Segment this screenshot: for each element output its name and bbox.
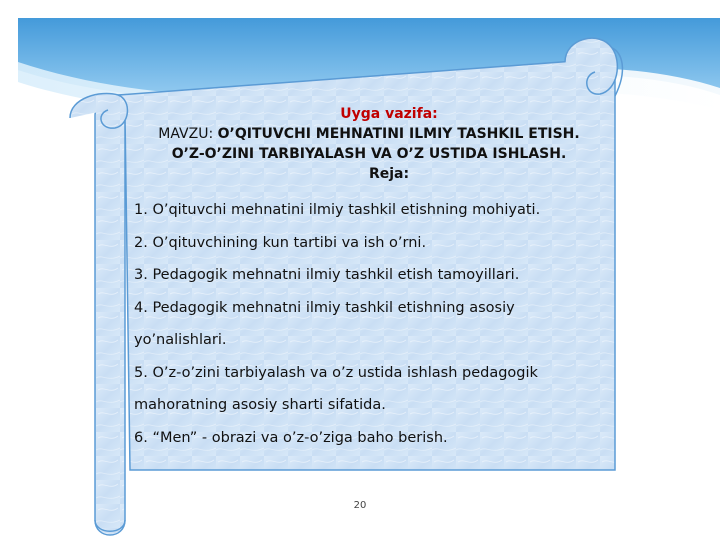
homework-title: Uyga vazifa:	[340, 106, 438, 122]
homework-content	[134, 104, 604, 454]
plan-item-3: 3. Pedagogik mehnatni ilmiy tashkil etish tamoyillari.	[134, 267, 520, 283]
topic-line-2	[134, 144, 604, 164]
plan-item-1: 1. O’qituvchi mehnatini ilmiy tashkil etishning mohiyati.	[134, 202, 541, 218]
plan-item-6: 6. “Men” - obrazi va o’z-o’ziga baho berish.	[134, 429, 448, 446]
plan-item-4: 4. Pedagogik mehnatni ilmiy tashkil etishning asosiy	[134, 299, 515, 316]
topic-line-1	[134, 124, 604, 144]
topic-text-1: O’QITUVCHI MEHNATINI ILMIY TASHKIL ETISH.	[217, 126, 580, 142]
plan-item-5: 5. O’z-o’zini tarbiyalash va o’z ustida ishlash pedagogik	[134, 364, 538, 381]
page-number: 20	[353, 500, 367, 511]
plan-item-4-cont: yo’nalishlari.	[134, 332, 227, 348]
plan-item-5-cont: mahoratning asosiy sharti sifatida.	[134, 397, 386, 413]
topic-label: MAVZU:	[158, 126, 218, 142]
plan-heading: Reja:	[368, 166, 410, 182]
plan-item-2: 2. O’qituvchining kun tartibi va ish o’rni.	[134, 234, 427, 251]
topic-text-2: O’Z-O’ZINI TARBIYALASH VA O’Z USTIDA ISHLASH.	[171, 146, 567, 162]
